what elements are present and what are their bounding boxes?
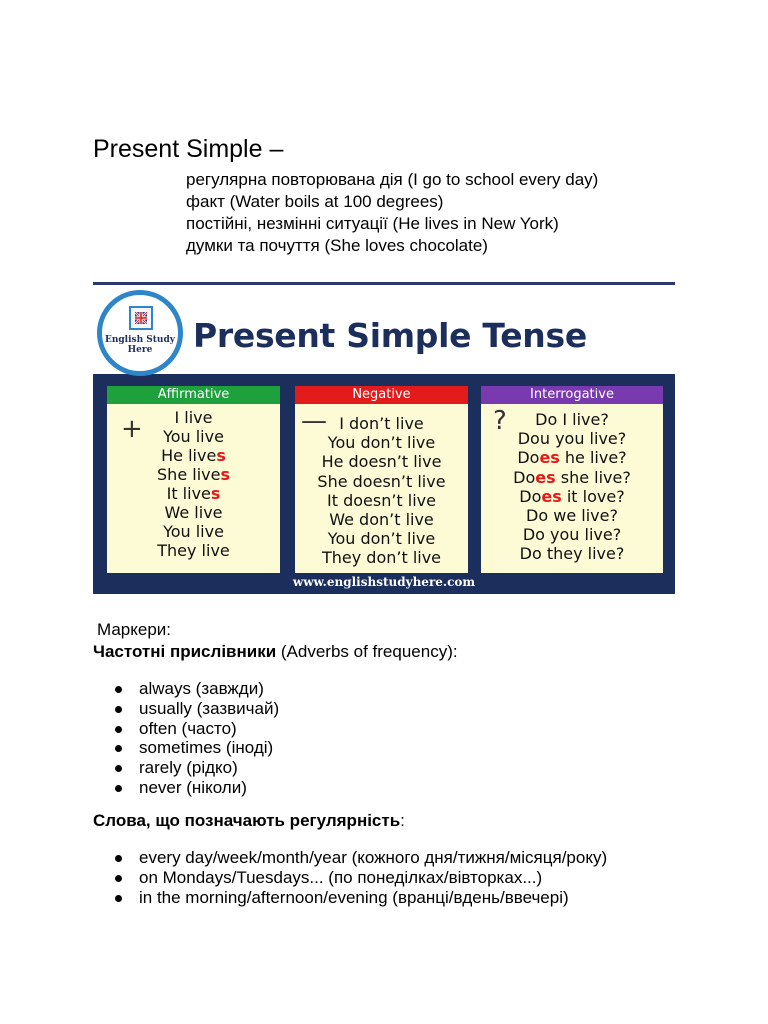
conjugation-line: He lives bbox=[161, 446, 226, 465]
logo-text: English Study Here bbox=[104, 335, 175, 355]
conjugation-line: Does he live? bbox=[517, 448, 627, 468]
conjugation-line: I live bbox=[174, 408, 213, 427]
ending-highlight: es bbox=[535, 467, 556, 487]
conjugation-line: Dou you live? bbox=[517, 429, 627, 449]
negative-lines bbox=[295, 414, 468, 568]
english-study-here-logo bbox=[97, 290, 183, 376]
ending-highlight: es bbox=[539, 448, 560, 468]
interrogative-column bbox=[481, 386, 663, 573]
conjugation-line: It lives bbox=[166, 484, 221, 503]
usage-line: факт (Water boils at 100 degrees) bbox=[186, 192, 444, 211]
question-mark: ? bbox=[493, 406, 507, 436]
conjugation-line: Does it love? bbox=[519, 486, 625, 506]
conjugation-line: You don’t live bbox=[327, 433, 436, 453]
ending-highlight: s bbox=[210, 484, 221, 503]
affirmative-column bbox=[107, 386, 280, 573]
conjugation-line: You live bbox=[163, 427, 224, 446]
list-item: never (ніколи) bbox=[112, 778, 279, 798]
usage-list bbox=[186, 169, 598, 257]
usage-line: думки та почуття (She loves chocolate) bbox=[186, 236, 488, 255]
adverbs-heading bbox=[93, 642, 458, 662]
conjugation-line: You don’t live bbox=[327, 529, 436, 549]
plus-mark: + bbox=[121, 414, 143, 444]
conjugation-line: He doesn’t live bbox=[321, 452, 442, 472]
conjugation-line: Do we live? bbox=[526, 506, 618, 526]
regularity-list bbox=[112, 848, 607, 907]
list-item: on Mondays/Tuesdays... (по понеділках/вівторках...) bbox=[112, 868, 607, 888]
page-title: Present Simple – bbox=[93, 135, 284, 163]
list-item: in the morning/afternoon/evening (вранці/вдень/ввечері) bbox=[112, 888, 607, 908]
website-url: www.englishstudyhere.com bbox=[292, 575, 476, 589]
conjugation-line: She lives bbox=[157, 465, 230, 484]
markers-label: Маркери: bbox=[97, 620, 172, 639]
conjugation-line: They live bbox=[157, 541, 230, 560]
adverbs-heading-bold: Частотні прислівники bbox=[93, 642, 277, 661]
conjugation-line: We don’t live bbox=[329, 510, 434, 530]
ending-highlight: es bbox=[541, 486, 562, 506]
uk-flag-icon bbox=[135, 312, 147, 324]
ending-highlight: s bbox=[216, 446, 226, 465]
adverbs-heading-rest: (Adverbs of frequency): bbox=[276, 642, 458, 661]
usage-line: постійні, незмінні ситуації (He lives in New York) bbox=[186, 214, 559, 233]
conjugation-line: Does she live? bbox=[513, 467, 631, 487]
conjugation-line: Do you live? bbox=[522, 525, 622, 545]
usage-line: регулярна повторювана дія (I go to school every day) bbox=[186, 170, 599, 189]
regularity-heading bbox=[93, 811, 405, 831]
conjugation-line: She doesn’t live bbox=[317, 471, 446, 491]
infographic-title: Present Simple Tense bbox=[193, 316, 587, 355]
conjugation-line: Do I live? bbox=[535, 410, 609, 429]
interrogative-heading: Interrogative bbox=[481, 386, 663, 404]
list-item: usually (зазвичай) bbox=[112, 699, 279, 719]
regularity-heading-rest: : bbox=[400, 811, 405, 830]
list-item: rarely (рідко) bbox=[112, 758, 279, 778]
regularity-heading-bold: Слова, що позначають регулярність bbox=[93, 811, 401, 830]
ending-highlight: s bbox=[220, 465, 230, 484]
conjugation-line: It doesn’t live bbox=[327, 490, 436, 510]
minus-mark: — bbox=[301, 406, 327, 436]
list-item: often (часто) bbox=[112, 719, 279, 739]
list-item: sometimes (іноді) bbox=[112, 738, 279, 758]
infographic-header bbox=[93, 282, 675, 374]
list-item: always (завжди) bbox=[112, 679, 279, 699]
adverbs-list bbox=[112, 679, 279, 798]
conjugation-line: They don’t live bbox=[321, 548, 442, 568]
present-simple-infographic bbox=[93, 282, 675, 594]
book-icon bbox=[129, 306, 153, 330]
affirmative-lines bbox=[107, 408, 280, 560]
conjugation-line: You live bbox=[163, 522, 224, 541]
list-item: every day/week/month/year (кожного дня/тижня/місяця/року) bbox=[112, 848, 607, 868]
conjugation-line: We live bbox=[164, 503, 223, 522]
negative-column bbox=[295, 386, 468, 573]
interrogative-lines bbox=[481, 410, 663, 564]
affirmative-heading: Affirmative bbox=[107, 386, 280, 404]
conjugation-line: Do they live? bbox=[519, 544, 625, 564]
conjugation-line: I don’t live bbox=[339, 414, 424, 433]
negative-heading: Negative bbox=[295, 386, 468, 404]
